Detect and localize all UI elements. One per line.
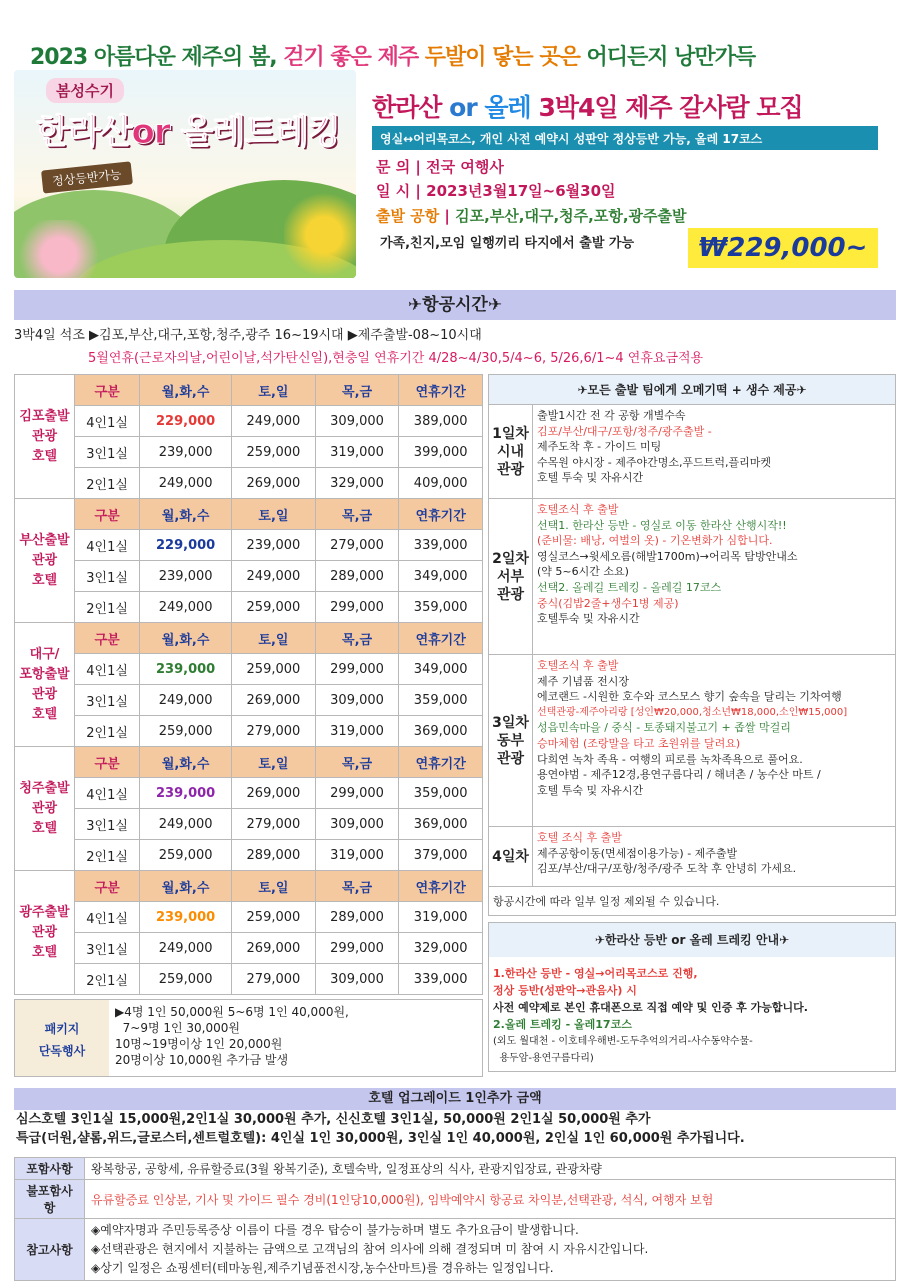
- price-row: [15, 964, 483, 995]
- note-line: ◈예약자명과 주민등록증상 이름이 다를 경우 탑승이 불가능하며 별도 추가요금이 발생합니다.: [91, 1223, 579, 1237]
- price-cell: 259,000: [232, 902, 316, 933]
- room-type-cell: 2인1실: [75, 964, 140, 995]
- price-cell: 249,000: [140, 468, 232, 499]
- price-header-cell: 구분: [75, 499, 140, 530]
- price-header-row: [15, 871, 483, 902]
- day-line: (준비물: 배낭, 여벌의 옷) - 기온변화가 심합니다.: [537, 534, 773, 548]
- package-lines: [115, 1004, 349, 1068]
- day-line: 중식(김밥2줄+생수1병 제공): [537, 596, 679, 610]
- price-cell: 319,000: [315, 840, 399, 871]
- price-header-cell: 목,금: [315, 747, 399, 778]
- price-cell: 329,000: [399, 933, 483, 964]
- price-cell: 259,000: [140, 716, 232, 747]
- trek-box: [488, 922, 896, 1072]
- day-line: 김포/부산/대구/포항/청주/광주 도착 후 안녕히 가세요.: [537, 862, 797, 876]
- price-header-row: [15, 747, 483, 778]
- inquiry-label: 문 의: [376, 158, 411, 176]
- price-cell: 249,000: [140, 933, 232, 964]
- price-header-cell: 연휴기간: [399, 375, 483, 406]
- price-cell: 269,000: [232, 685, 316, 716]
- inquiry-line: 문 의 | 전국 여행사: [376, 158, 504, 176]
- day-4: [489, 827, 895, 887]
- itinerary-note: 항공시간에 따라 일부 일정 제외될 수 있습니다.: [493, 895, 720, 908]
- headline-or: or: [449, 93, 477, 122]
- price-cell: 389,000: [399, 406, 483, 437]
- price-cell: 309,000: [315, 964, 399, 995]
- day-line: 호텔 조식 후 출발: [537, 831, 622, 844]
- price-cell: 279,000: [232, 716, 316, 747]
- upgrade-title: 호텔 업그레이드 1인추가 금액: [14, 1088, 896, 1110]
- day-line: 호텔 투숙 및 자유시간: [537, 471, 644, 485]
- price-row: [15, 902, 483, 933]
- price-header-cell: 구분: [75, 747, 140, 778]
- hero-title: 한라산or 올레트레킹: [36, 112, 340, 152]
- price-cell: 239,000: [140, 778, 232, 809]
- price-cell: 339,000: [399, 530, 483, 561]
- trek-line: 정상 등반(성판악→관음사) 시: [493, 984, 637, 997]
- day-line: 호텔조식 후 출발: [537, 503, 619, 516]
- price-header-row: [15, 375, 483, 406]
- included-label: 포함사항: [15, 1158, 85, 1180]
- flight-line-1: 3박4일 석조 ▶김포,부산,대구,포항,청주,광주 16~19시대 ▶제주출발-08~10시대: [14, 328, 482, 343]
- trek-body: [489, 957, 895, 1075]
- price-cell: 299,000: [315, 592, 399, 623]
- price-cell: 259,000: [232, 654, 316, 685]
- price-cell: 309,000: [315, 685, 399, 716]
- price-row: [15, 933, 483, 964]
- room-type-cell: 3인1실: [75, 933, 140, 964]
- day-details: [533, 827, 895, 886]
- price-header-row: [15, 623, 483, 654]
- price-header-cell: 연휴기간: [399, 871, 483, 902]
- price-cell: 299,000: [315, 654, 399, 685]
- departure-group-label: 대구/ 포항출발 관광 호텔: [15, 623, 75, 747]
- day-line: 수목원 야시장 - 제주야간명소,푸드트럭,플리마켓: [537, 455, 771, 469]
- price-header-cell: 연휴기간: [399, 499, 483, 530]
- price-header-cell: 월,화,수: [140, 747, 232, 778]
- included-text: 왕복항공, 공항세, 유류할증료(3월 왕복기준), 호텔숙박, 일정표상의 식사, 관광지입장료, 관광차량: [85, 1158, 896, 1180]
- price-cell: 309,000: [315, 406, 399, 437]
- price-row: [15, 809, 483, 840]
- terms-table: [14, 1157, 896, 1281]
- day-2: [489, 499, 895, 655]
- upgrade-line-1: 심스호텔 3인1실 15,000원,2인1실 30,000원 추가, 신신호텔 3인1실, 50,000원 2인1실 50,000원 추가: [16, 1112, 651, 1127]
- upgrade-section: [14, 1088, 896, 1148]
- price-header-cell: 연휴기간: [399, 623, 483, 654]
- dates-label: 일 시: [376, 182, 411, 200]
- hero-tag: 봄성수기: [46, 78, 124, 103]
- day-line: 호텔투숙 및 자유시간: [537, 612, 640, 626]
- price-cell: 289,000: [232, 840, 316, 871]
- price-cell: 349,000: [399, 561, 483, 592]
- price-cell: 279,000: [315, 530, 399, 561]
- headline-halla: 한라산: [372, 93, 442, 122]
- note-line: ◈상기 일정은 쇼핑센터(테마농원,제주기념품전시장,농수산마트)를 경유하는 일정입니다.: [91, 1261, 554, 1275]
- trek-header: ✈한라산 등반 or 올레 트레킹 안내✈: [489, 923, 895, 957]
- price-header-cell: 구분: [75, 623, 140, 654]
- price-cell: 249,000: [232, 406, 316, 437]
- day-line: 호텔조식 후 출발: [537, 659, 619, 672]
- note-line: ◈선택관광은 현지에서 지불하는 금액으로 고객님의 참여 의사에 의해 결정되며 미 참여 시 자유시간입니다.: [91, 1242, 649, 1256]
- tagline: 가족,친지,모임 일행끼리 타지에서 출발 가능: [380, 236, 635, 251]
- day-label: 1일차 시내 관광: [489, 405, 533, 498]
- room-type-cell: 4인1실: [75, 406, 140, 437]
- price-header-cell: 토,일: [232, 871, 316, 902]
- day-line: 제주 기념품 전시장: [537, 674, 630, 688]
- room-type-cell: 2인1실: [75, 592, 140, 623]
- price-cell: 319,000: [315, 437, 399, 468]
- notes-label: 참고사항: [15, 1219, 85, 1281]
- price-header-cell: 구분: [75, 375, 140, 406]
- itinerary-header: ✈모든 출발 팀에게 오메기떡 + 생수 제공✈: [489, 375, 895, 405]
- price-row: [15, 685, 483, 716]
- price-header-cell: 월,화,수: [140, 623, 232, 654]
- hero-image: [14, 70, 356, 278]
- price-table: [14, 374, 483, 995]
- upgrade-line-2: 특급(더원,샬롬,위드,글로스터,센트럴호텔): 4인실 1인 30,000원, 3인실 1인 40,000원, 2인실 1인 60,000원 추가됩니다.: [16, 1131, 745, 1146]
- price-cell: 239,000: [140, 437, 232, 468]
- price-row: [15, 778, 483, 809]
- price-cell: 269,000: [232, 468, 316, 499]
- price-cell: 359,000: [399, 592, 483, 623]
- room-type-cell: 3인1실: [75, 809, 140, 840]
- departure-group-label: 청주출발 관광 호텔: [15, 747, 75, 871]
- itinerary-box: [488, 374, 896, 916]
- price-cell: 269,000: [232, 778, 316, 809]
- price-row: [15, 561, 483, 592]
- price-cell: 289,000: [315, 902, 399, 933]
- price-cell: 259,000: [232, 592, 316, 623]
- price-cell: 249,000: [140, 809, 232, 840]
- price-cell: 239,000: [140, 902, 232, 933]
- price-cell: 249,000: [140, 592, 232, 623]
- departure-group-label: 김포출발 관광 호텔: [15, 375, 75, 499]
- day-line: 승마체험 (조랑말을 타고 초원위를 달려요): [537, 736, 741, 750]
- price-header-cell: 연휴기간: [399, 747, 483, 778]
- headline-olle: 올레: [484, 93, 531, 122]
- price-cell: 279,000: [232, 964, 316, 995]
- price-cell: 379,000: [399, 840, 483, 871]
- dates-value: 2023년3월17일~6월30일: [426, 182, 616, 200]
- price-cell: 339,000: [399, 964, 483, 995]
- airport-value: 김포,부산,대구,청주,포항,광주출발: [455, 207, 687, 225]
- price-cell: 329,000: [315, 468, 399, 499]
- price-header-cell: 목,금: [315, 375, 399, 406]
- trek-line: 사전 예약제로 본인 휴대폰으로 직접 예약 및 인증 후 가능합니다.: [493, 1001, 808, 1014]
- package-label: 패키지 단독행사: [15, 1000, 109, 1076]
- price-cell: 299,000: [315, 778, 399, 809]
- dates-line: 일 시 | 2023년3월17일~6월30일: [376, 182, 616, 200]
- day-line: 호텔 투숙 및 자유시간: [537, 783, 644, 797]
- trek-line: 1.한라산 등반 - 영실→어리목코스로 진행,: [493, 967, 698, 980]
- price-row: [15, 654, 483, 685]
- room-type-cell: 4인1실: [75, 530, 140, 561]
- main-price: ₩229,000~: [688, 228, 878, 268]
- price-cell: 289,000: [315, 561, 399, 592]
- price-row: [15, 406, 483, 437]
- trek-line: 용두암-용연구름다리): [493, 1053, 594, 1064]
- price-cell: 239,000: [232, 530, 316, 561]
- banner-title-part-4: 어디든지 낭만가득: [586, 45, 756, 70]
- inquiry-value: 전국 여행사: [426, 158, 504, 176]
- price-cell: 229,000: [140, 406, 232, 437]
- price-row: [15, 592, 483, 623]
- course-bar: 영실↔어리목코스, 개인 사전 예약시 성판악 정상등반 가능, 올레 17코스: [372, 126, 878, 150]
- price-header-cell: 토,일: [232, 499, 316, 530]
- price-cell: 349,000: [399, 654, 483, 685]
- departure-group-label: 광주출발 관광 호텔: [15, 871, 75, 995]
- package-line: ▶4명 1인 50,000원 5~6명 1인 40,000원,: [115, 1005, 349, 1019]
- flight-title: ✈항공시간✈: [14, 290, 896, 320]
- day-line: 선택관광-제주아리랑 [성인₩20,000,청소년₩18,000,소인₩15,000]: [537, 706, 848, 718]
- day-line: 제주도착 후 - 가이드 미팅: [537, 440, 662, 454]
- hero-badge: 정상등반가능: [41, 161, 132, 193]
- price-cell: 269,000: [232, 933, 316, 964]
- price-cell: 399,000: [399, 437, 483, 468]
- room-type-cell: 2인1실: [75, 468, 140, 499]
- price-row: [15, 437, 483, 468]
- day-label: 4일차: [489, 827, 533, 886]
- package-line: 7~9명 1인 30,000원: [115, 1021, 240, 1035]
- day-3: [489, 655, 895, 827]
- price-header-cell: 목,금: [315, 499, 399, 530]
- room-type-cell: 3인1실: [75, 561, 140, 592]
- banner-title-part-3: 두발이 닿는 곳은: [424, 45, 587, 70]
- price-row: [15, 468, 483, 499]
- room-type-cell: 3인1실: [75, 685, 140, 716]
- price-header-cell: 월,화,수: [140, 375, 232, 406]
- price-cell: 319,000: [399, 902, 483, 933]
- trek-line: 2.올레 트레킹 - 올레17코스: [493, 1018, 632, 1031]
- price-cell: 359,000: [399, 778, 483, 809]
- excluded-row: [15, 1180, 896, 1219]
- airport-line: 출발 공항 | 김포,부산,대구,청주,포항,광주출발: [376, 207, 687, 225]
- price-cell: 319,000: [315, 716, 399, 747]
- price-cell: 279,000: [232, 809, 316, 840]
- notes-row: [15, 1219, 896, 1281]
- room-type-cell: 4인1실: [75, 778, 140, 809]
- room-type-cell: 4인1실: [75, 902, 140, 933]
- price-row: [15, 716, 483, 747]
- price-header-row: [15, 499, 483, 530]
- excluded-label: 불포함사항: [15, 1180, 85, 1219]
- airport-label: 출발 공항: [376, 207, 440, 225]
- price-cell: 239,000: [140, 561, 232, 592]
- banner-title-part-1: 2023 아름다운 제주의 봄,: [30, 45, 284, 70]
- price-header-cell: 월,화,수: [140, 499, 232, 530]
- day-details: [533, 655, 895, 826]
- notes-text: [85, 1219, 896, 1281]
- day-line: 선택1. 한라산 등반 - 영실로 이동 한라산 산행시작!!: [537, 518, 787, 532]
- price-header-cell: 목,금: [315, 623, 399, 654]
- day-line: 영실코스→윗세오름(해발1700m)→어리목 탐방안내소: [537, 549, 798, 563]
- price-cell: 259,000: [140, 964, 232, 995]
- price-header-cell: 목,금: [315, 871, 399, 902]
- price-header-cell: 토,일: [232, 747, 316, 778]
- day-1: [489, 405, 895, 499]
- price-cell: 259,000: [140, 840, 232, 871]
- price-cell: 259,000: [232, 437, 316, 468]
- price-cell: 369,000: [399, 809, 483, 840]
- price-cell: 409,000: [399, 468, 483, 499]
- day-details: [533, 499, 895, 654]
- price-cell: 309,000: [315, 809, 399, 840]
- price-cell: 359,000: [399, 685, 483, 716]
- day-line: (약 5~6시간 소요): [537, 565, 629, 579]
- day-label: 3일차 동부 관광: [489, 655, 533, 826]
- room-type-cell: 2인1실: [75, 716, 140, 747]
- trek-line: (외도 월대천 - 이호테우해변-도두추억의거리-사수동약수물-: [493, 1036, 753, 1047]
- price-cell: 299,000: [315, 933, 399, 964]
- price-row: [15, 530, 483, 561]
- package-line: 20명이상 10,000원 추가금 발생: [115, 1053, 289, 1067]
- banner-title: [30, 40, 755, 71]
- headline-rest: 3박4일 제주 갈사람 모집: [538, 93, 803, 122]
- room-type-cell: 2인1실: [75, 840, 140, 871]
- headline: [372, 88, 803, 124]
- price-cell: 229,000: [140, 530, 232, 561]
- day-line: 김포/부산/대구/포항/청주/광주출발 -: [537, 424, 712, 438]
- excluded-text: 유류할증료 인상분, 기사 및 가이드 필수 경비(1인당10,000원), 임박예약시 항공료 차익분,선택관광, 석식, 여행자 보험: [85, 1180, 896, 1219]
- room-type-cell: 3인1실: [75, 437, 140, 468]
- package-line: 10명~19명이상 1인 20,000원: [115, 1037, 283, 1051]
- price-row: [15, 840, 483, 871]
- day-line: 성읍민속마을 / 중식 - 토종돼지불고기 + 좁쌀 막걸리: [537, 721, 791, 735]
- flight-line-2: 5월연휴(근로자의날,어린이날,석가탄신일),현충일 연휴기간 4/28~4/30,5/4~6, 5/26,6/1~4 연휴요금적용: [88, 351, 704, 366]
- included-row: [15, 1158, 896, 1180]
- price-cell: 369,000: [399, 716, 483, 747]
- room-type-cell: 4인1실: [75, 654, 140, 685]
- package-box: [14, 999, 483, 1077]
- day-details: [533, 405, 895, 498]
- price-header-cell: 구분: [75, 871, 140, 902]
- banner-title-part-2: 걷기 좋은 제주: [283, 45, 425, 70]
- price-header-cell: 토,일: [232, 375, 316, 406]
- day-line: 제주공항이동(면세점이용가능) - 제주출발: [537, 846, 738, 860]
- day-line: 선택2. 올레길 트레킹 - 올레길 17코스: [537, 580, 722, 594]
- departure-group-label: 부산출발 관광 호텔: [15, 499, 75, 623]
- day-line: 용연야범 - 제주12경,용연구름다리 / 해녀촌 / 농수산 마트 /: [537, 768, 821, 782]
- price-cell: 249,000: [140, 685, 232, 716]
- day-line: 출발1시간 전 각 공항 개별수속: [537, 409, 686, 422]
- day-line: 에코랜드 -시원한 호수와 코스모스 향기 숲속을 달리는 기차여행: [537, 690, 842, 704]
- price-cell: 239,000: [140, 654, 232, 685]
- day-label: 2일차 서부 관광: [489, 499, 533, 654]
- day-line: 다희연 녹차 족욕 - 여행의 피로를 녹차족욕으로 풀어요.: [537, 752, 803, 766]
- price-cell: 249,000: [232, 561, 316, 592]
- price-header-cell: 월,화,수: [140, 871, 232, 902]
- price-header-cell: 토,일: [232, 623, 316, 654]
